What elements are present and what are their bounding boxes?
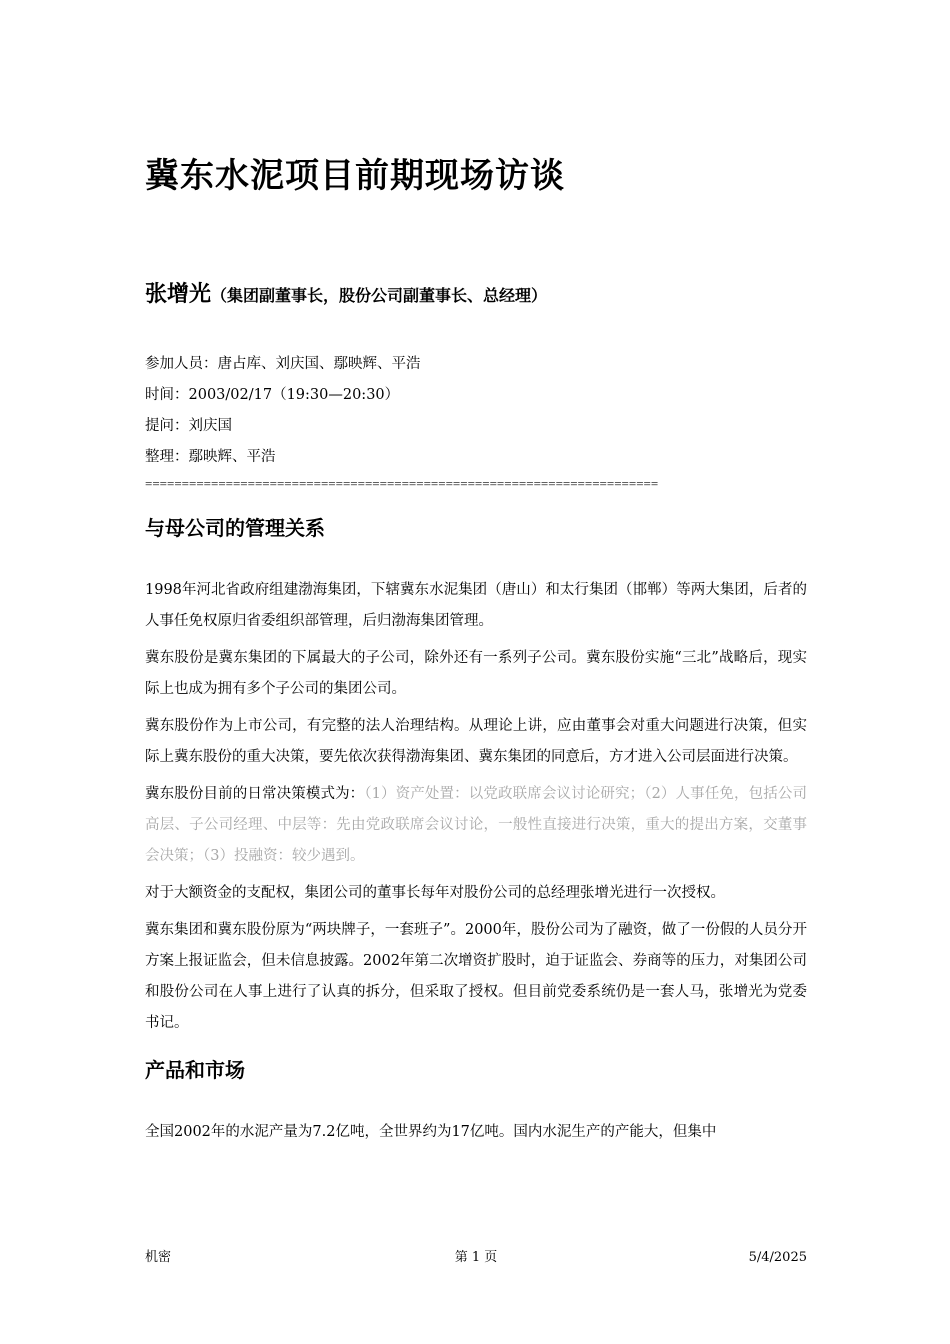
interview-meta: [145, 349, 807, 495]
meta-participants: 参加人员：唐占库、刘庆国、鄢映辉、平浩: [145, 356, 421, 372]
document-title: 冀东水泥项目前期现场访谈: [145, 156, 565, 196]
paragraph: 冀东集团和冀东股份原为“两块牌子，一套班子”。2000年，股份公司为了融资，做了一份假的人员分开方案上报证监会，但未信息披露。2002年第二次增资扩股时，迫于证监会、券商等的压力，对集团公司和股份公司在人事上进行了认真的拆分，但采取了授权。但目前党委系统仍是一套人马，张增光为党委书记。: [145, 922, 807, 1031]
document-body: [145, 150, 807, 1154]
footer-page-number: 第 1 页: [454, 1250, 498, 1265]
page-footer: [145, 1248, 807, 1268]
paragraph: 1998年河北省政府组建渤海集团，下辖冀东水泥集团（唐山）和太行集团（邯郸）等两大集团，后者的人事任免权原归省委组织部管理，后归渤海集团管理。: [145, 582, 807, 629]
paragraph: 对于大额资金的支配权，集团公司的董事长每年对股份公司的总经理张增光进行一次授权。: [145, 885, 725, 901]
separator-line: ======================================================================: [145, 476, 659, 491]
interviewee-role: （集团副董事长，股份公司副董事长、总经理）: [211, 286, 548, 305]
footer-date: 5/4/2025: [748, 1250, 807, 1265]
footer-confidential: 机密: [145, 1250, 172, 1265]
interviewee-heading: [145, 280, 807, 311]
meta-time: 时间：2003/02/17（19:30—20:30）: [145, 387, 400, 403]
paragraph-lead: 冀东股份目前的日常决策模式为：: [145, 786, 365, 802]
paragraph-decision-mode: [145, 779, 807, 872]
paragraph-muted-text: （1）资产处置：以党政联席会议讨论研究；（2）人事任免，包括公司高层、子公司经理、中层等：先由党政联席会议讨论，一般性直接进行决策，重大的提出方案，交董事会决策；（3）投融资：较少遇到。: [145, 786, 807, 864]
section-title-parent-relationship: 与母公司的管理关系: [145, 516, 325, 540]
paragraph: 冀东股份是冀东集团的下属最大的子公司，除外还有一系列子公司。冀东股份实施“三北”战略后，现实际上也成为拥有多个子公司的集团公司。: [145, 650, 807, 697]
meta-editors: 整理：鄢映辉、平浩: [145, 449, 276, 465]
interviewee-name: 张增光: [145, 282, 212, 307]
paragraph: 冀东股份作为上市公司，有完整的法人治理结构。从理论上讲，应由董事会对重大问题进行决策，但实际上冀东股份的重大决策，要先依次获得渤海集团、冀东集团的同意后，方才进入公司层面进行决策。: [145, 718, 807, 765]
section-title-products-market: 产品和市场: [145, 1058, 245, 1082]
paragraph: 全国2002年的水泥产量为7.2亿吨，全世界约为17亿吨。国内水泥生产的产能大，但集中: [145, 1124, 717, 1140]
meta-questioner: 提问：刘庆国: [145, 418, 232, 434]
